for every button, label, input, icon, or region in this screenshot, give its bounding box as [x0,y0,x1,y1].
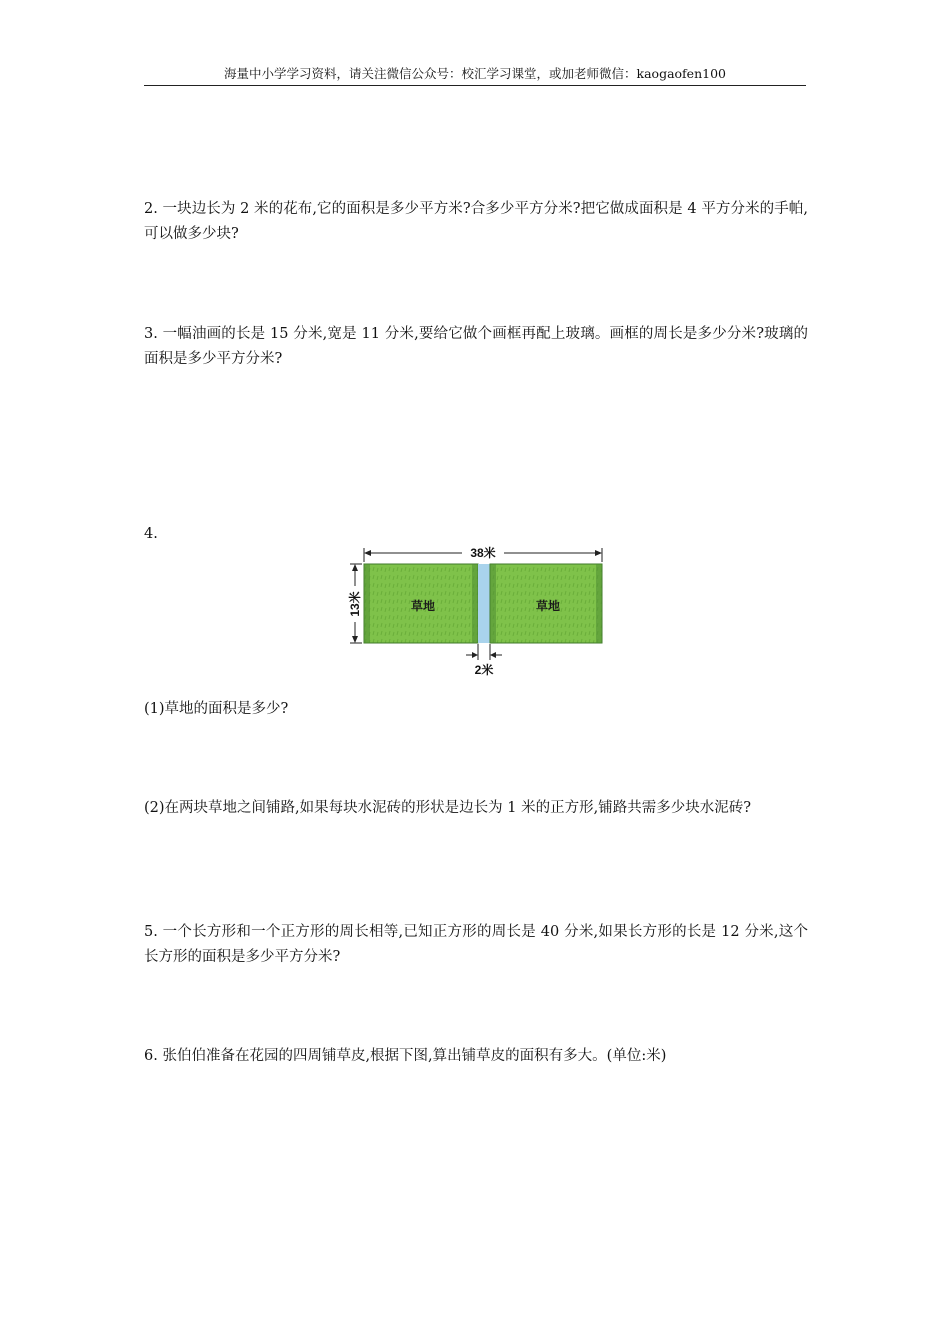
question-2: 2. 一块边长为 2 米的花布,它的面积是多少平方米?合多少平方分米?把它做成面积是 4 平方分米的手帕,可以做多少块? [144,201,808,242]
length-label: 38米 [470,546,496,560]
lawn-diagram [340,540,620,680]
road-width-label: 2米 [474,663,494,677]
lawn-right-label: 草地 [535,599,561,613]
question-5: 5. 一个长方形和一个正方形的周长相等,已知正方形的周长是 40 分米,如果长方形的长是 12 分米,这个长方形的面积是多少平方分米? [144,924,808,965]
width-label: 13米 [348,591,362,617]
question-4-label: 4. [144,526,158,542]
road [478,564,490,643]
question-3: 3. 一幅油画的长是 15 分米,宽是 11 分米,要给它做个画框再配上玻璃。画框的周长是多少分米?玻璃的面积是多少平方分米? [144,326,808,367]
lawn-left-label: 草地 [410,599,436,613]
question-4-part-2: (2)在两块草地之间铺路,如果每块水泥砖的形状是边长为 1 米的正方形,铺路共需多少块水泥砖? [144,800,751,816]
page-header: 海量中小学学习资料，请关注微信公众号：校汇学习课堂，或加老师微信：kaogaofen100 [144,66,806,86]
question-4-part-1: (1)草地的面积是多少? [144,701,289,717]
question-6: 6. 张伯伯准备在花园的四周铺草皮,根据下图,算出铺草皮的面积有多大。(单位:米) [144,1048,667,1064]
